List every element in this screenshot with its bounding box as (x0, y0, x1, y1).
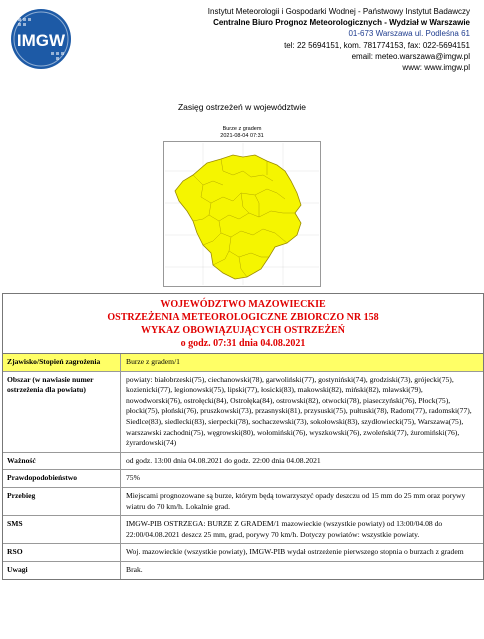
website[interactable]: www: www.imgw.pl (402, 63, 470, 73)
row-value: 75% (126, 473, 140, 483)
row-phenomenon (3, 354, 483, 372)
row-course (3, 488, 483, 516)
row-value: od godz. 13:00 dnia 04.08.2021 do godz. 22:00 dnia 04.08.2021 (126, 455, 321, 465)
row-value: powiaty: białobrzeski(75), ciechanowski(78), garwoliński(77), gostyniński(74), grodziski(73), grójecki(75), kozienicki(77), legionowski(75), lipski(77), łosicki(83), makowski(82), miński(82), mławski(79), nowodworski(76), ostrołęcki(84), Ostrołęka(84), ostrowski(82), otwocki(78), piaseczyński(76), Płock(75), płocki(75), płoński(76), pruszkowski(73), przasnyski(81), przysuski(75), pułtuski(78), Radom(77), radomski(77), Siedlce(83), siedlecki(83), sierpecki(78), sochaczewski(73), sokołowski(83), szydłowiecki(75), Warszawa(75), warszawski zachodni(75), węgrowski(80), wołomiński(76), wyszkowski(76), zwoleński(77), żuromiński(76), żyrardowski(74) (126, 374, 472, 448)
row-value: Burze z gradem/1 (121, 354, 483, 371)
row-label: Zjawisko/Stopień zagrożenia (3, 354, 121, 371)
warning-table (2, 293, 484, 580)
row-sms (3, 516, 483, 544)
imgw-logo (10, 8, 72, 70)
row-notes (3, 562, 483, 579)
row-label: Ważność (3, 453, 121, 470)
warning-map (163, 141, 321, 287)
row-area (3, 372, 483, 453)
row-label: SMS (3, 516, 121, 543)
map-caption-phenomenon: Burze z gradem (222, 126, 262, 132)
row-value: IMGW-PIB OSTRZEGA: BURZE Z GRADEM/1 mazowieckie (wszystkie powiaty) od 13:00/04.08 do 22:00/04.08.2021 deszcz 25 mm, grad, porywy 70 km/h. Dotyczy powiatów: wszystkie powiaty. (126, 519, 443, 539)
row-value: Miejscami prognozowane są burze, którym będą towarzyszyć opady deszczu od 15 mm do 25 mm oraz porywy wiatru do 70 km/h. Lokalnie grad. (126, 490, 466, 511)
row-rso (3, 544, 483, 562)
range-title: Zasięg ostrzeżeń w województwie (177, 102, 307, 112)
row-label: Uwagi (3, 562, 121, 579)
row-value: Woj. mazowieckie (wszystkie powiaty), IMGW-PIB wydał ostrzeżenie pierwszego stopnia o burzach z gradem (126, 547, 464, 557)
warning-title-time: o godz. 07:31 dnia 04.08.2021 (180, 338, 306, 349)
warning-title-list: WYKAZ OBOWIĄZUJĄCYCH OSTRZEŻEŃ (141, 325, 345, 336)
email[interactable]: email: meteo.warszawa@imgw.pl (351, 51, 470, 61)
phone: tel: 22 5694151, kom. 781774153, fax: 022-5694151 (284, 40, 470, 50)
row-label: Przebieg (3, 488, 121, 515)
row-probability (3, 470, 483, 488)
row-label: RSO (3, 544, 121, 561)
row-label: Prawdopodobieństwo (3, 470, 121, 487)
institute-name: Instytut Meteorologii i Gospodarki Wodnej - Państwowy Instytut Badawczy (207, 7, 470, 16)
warning-title (3, 294, 483, 354)
map-caption (0, 126, 484, 140)
bureau-name: Centralne Biuro Prognoz Meteorologicznych - Wydział w Warszawie (213, 18, 470, 28)
address: 01-673 Warszawa ul. Podleśna 61 (348, 29, 470, 39)
institute-header (110, 6, 470, 73)
row-value: Brak. (126, 564, 143, 574)
row-validity (3, 453, 483, 471)
row-label: Obszar (w nawiasie numer ostrzeżenia dla powiatu) (3, 372, 121, 452)
warning-title-number: OSTRZEŻENIA METEOROLOGICZNE ZBIORCZO NR 158 (107, 312, 379, 323)
warning-title-region: WOJEWÓDZTWO MAZOWIECKIE (160, 299, 326, 310)
map-caption-date: 2021-08-04 07:31 (220, 133, 264, 139)
svg-text:IMGW: IMGW (16, 31, 66, 50)
